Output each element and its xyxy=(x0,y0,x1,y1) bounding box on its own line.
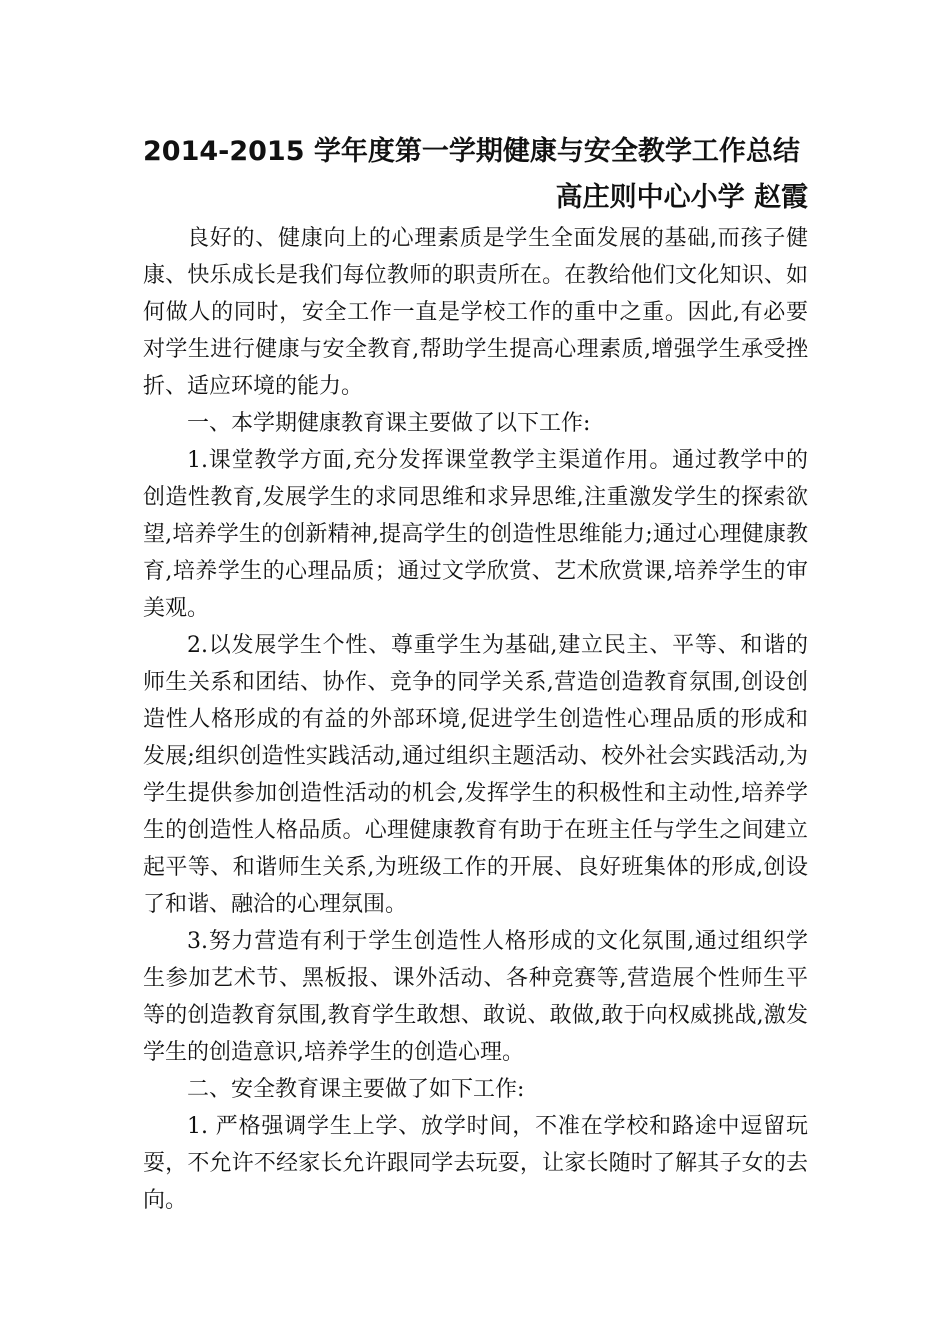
section-heading-health: 一、本学期健康教育课主要做了以下工作: xyxy=(187,411,591,436)
author-byline: 高庄则中心小学 赵霞 xyxy=(555,182,808,213)
document-page xyxy=(143,132,808,1219)
safety-item-1: 1. 严格强调学生上学、放学时间，不准在学校和路途中逗留玩耍，不允许不经家长允许跟同学去玩耍，让家长随时了解其子女的去向。 xyxy=(143,1114,808,1213)
health-item-3: 3.努力营造有利于学生创造性人格形成的文化氛围,通过组织学生参加艺术节、黑板报、课外活动、各种竞赛等,营造展个性师生平等的创造教育氛围,教育学生敢想、敢说、敢做,敢于向权威挑战,激发学生的创造意识,培养学生的创造心理。 xyxy=(143,929,808,1065)
section-heading-safety: 二、安全教育课主要做了如下工作: xyxy=(187,1077,525,1102)
health-item-1: 1.课堂教学方面,充分发挥课堂教学主渠道作用。通过教学中的创造性教育,发展学生的求同思维和求异思维,注重激发学生的探索欲望,培养学生的创新精神,提高学生的创造性思维能力;通过心理健康教育,培养学生的心理品质；通过文学欣赏、艺术欣赏课,培养学生的审美观。 xyxy=(143,448,808,621)
document-title: 2014-2015 学年度第一学期健康与安全教学工作总结 xyxy=(143,136,800,167)
intro-paragraph: 良好的、健康向上的心理素质是学生全面发展的基础,而孩子健康、快乐成长是我们每位教师的职责所在。在教给他们文化知识、如何做人的同时，安全工作一直是学校工作的重中之重。因此,有必要对学生进行健康与安全教育,帮助学生提高心理素质,增强学生承受挫折、适应环境的能力。 xyxy=(143,226,808,399)
health-item-2: 2.以发展学生个性、尊重学生为基础,建立民主、平等、和谐的师生关系和团结、协作、竞争的同学关系,营造创造教育氛围,创设创造性人格形成的有益的外部环境,促进学生创造性心理品质的形成和发展;组织创造性实践活动,通过组织主题活动、校外社会实践活动,为学生提供参加创造性活动的机会,发挥学生的积极性和主动性,培养学生的创造性人格品质。心理健康教育有助于在班主任与学生之间建立起平等、和谐师生关系,为班级工作的开展、良好班集体的形成,创设了和谐、融洽的心理氛围。 xyxy=(143,633,808,917)
document-body xyxy=(143,220,808,1219)
